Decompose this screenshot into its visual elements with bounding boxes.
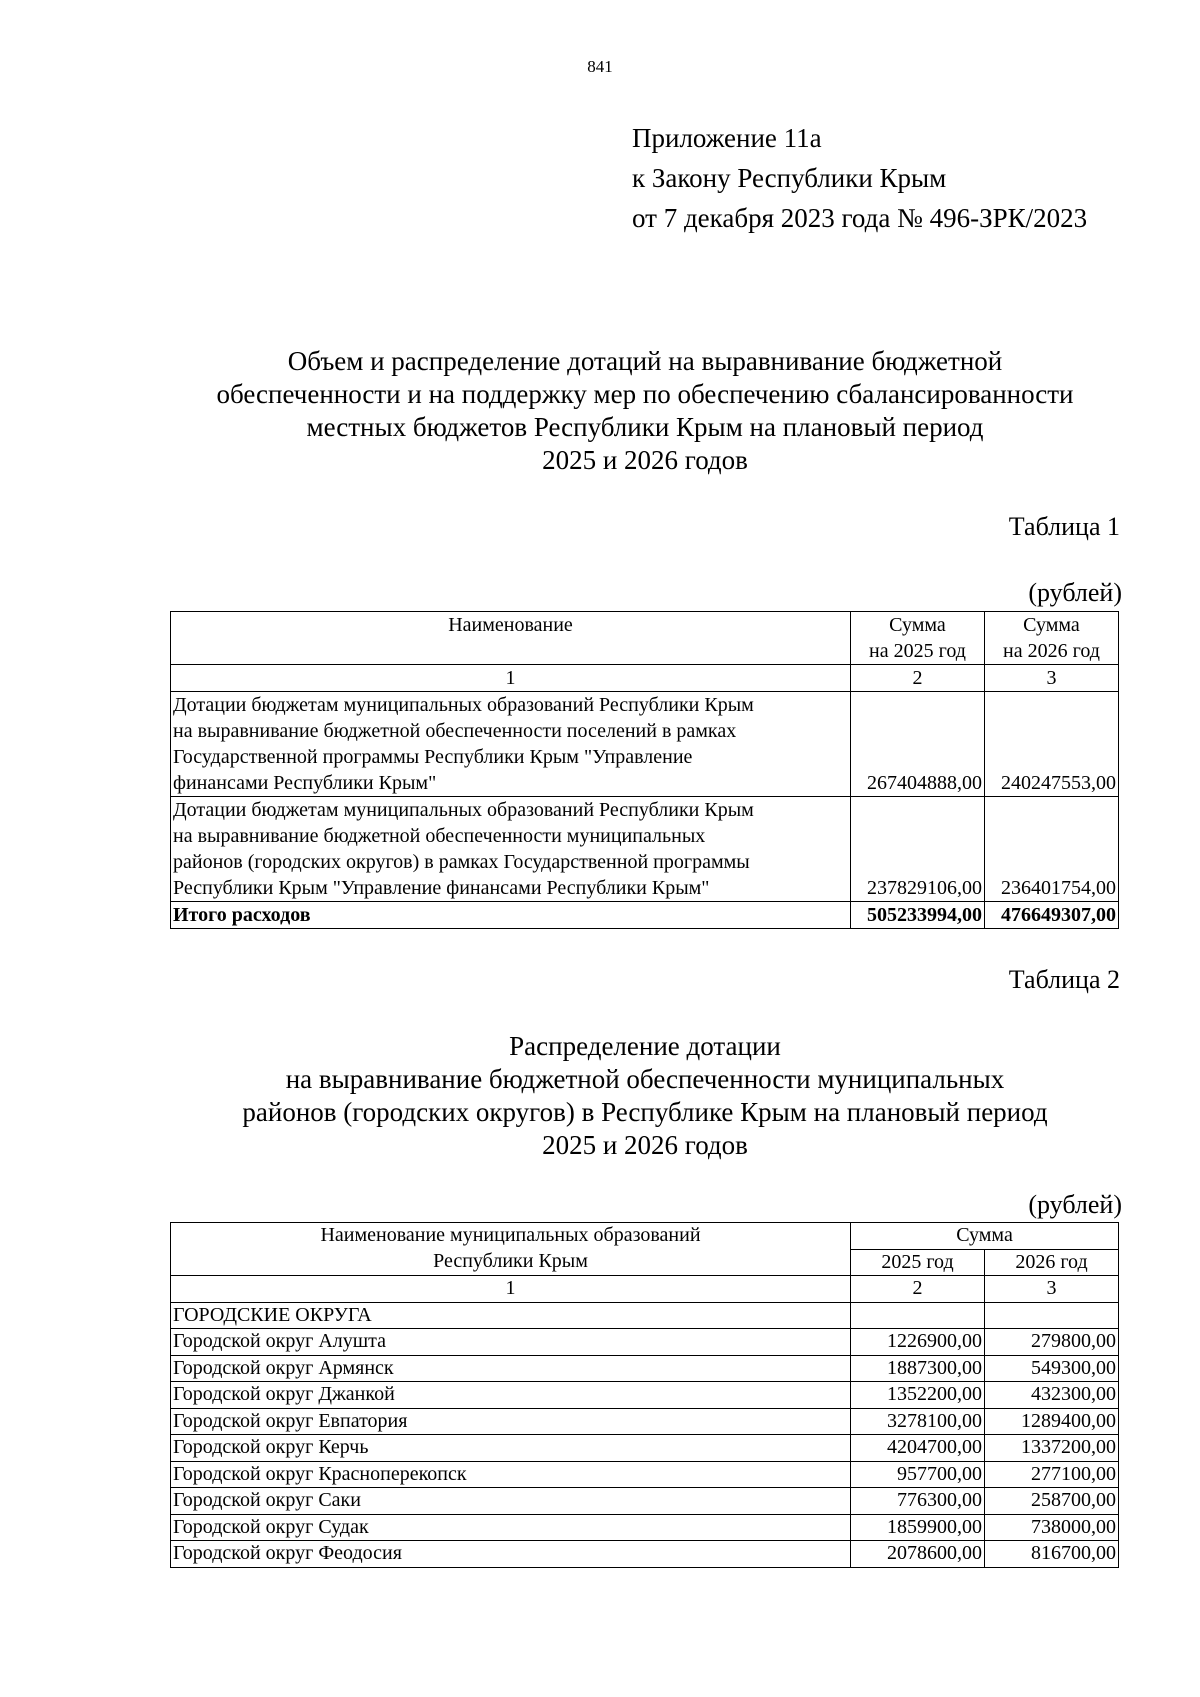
table2-header-sum: Сумма [851,1223,1119,1250]
table1-total-row [171,902,1119,929]
total-2025: 505233994,00 [851,902,985,929]
value-2025: 237829106,00 [851,797,985,902]
appendix-line-2: к Закону Республики Крым [632,163,947,193]
value-2026: 432300,00 [985,1382,1119,1409]
value-2026: 277100,00 [985,1461,1119,1488]
value-2025: 1226900,00 [851,1329,985,1356]
table2-title-line-3: районов (городских округов) в Республике Крым на плановый период [242,1097,1048,1127]
column-number: 3 [985,665,1119,692]
table1-header-2025: Сумма на 2025 год [851,612,985,665]
column-number: 3 [985,1276,1119,1303]
row-name: Городской округ Джанкой [171,1382,851,1409]
total-2026: 476649307,00 [985,902,1119,929]
table-row [171,1488,1119,1515]
column-number: 2 [851,1276,985,1303]
value-2025: 3278100,00 [851,1408,985,1435]
table-row [171,797,1119,902]
row-name: Городской округ Алушта [171,1329,851,1356]
value-2025: 2078600,00 [851,1541,985,1568]
value-2026: 279800,00 [985,1329,1119,1356]
value-2026: 549300,00 [985,1355,1119,1382]
value-2026: 236401754,00 [985,797,1119,902]
value-2026: 1337200,00 [985,1435,1119,1462]
table1-header-row [171,612,1119,665]
table1 [170,611,1119,929]
title-line-4: 2025 и 2026 годов [542,445,748,475]
row-name: Городской округ Саки [171,1488,851,1515]
table-row [171,692,1119,797]
appendix-line-1: Приложение 11а [632,123,822,153]
value-2025: 4204700,00 [851,1435,985,1462]
table2-title-line-4: 2025 и 2026 годов [542,1130,748,1160]
table-row [171,1541,1119,1568]
page-number: 841 [587,57,613,76]
document-title [120,345,1170,477]
table1-label: Таблица 1 [1008,512,1120,541]
column-number: 2 [851,665,985,692]
value-2026: 240247553,00 [985,692,1119,797]
appendix-line-3: от 7 декабря 2023 года № 496-ЗРК/2023 [632,203,1088,233]
table2-header-2026: 2026 год [985,1249,1119,1276]
table2-header-row [171,1223,1119,1250]
row-name: Городской округ Феодосия [171,1541,851,1568]
value-2025: 1887300,00 [851,1355,985,1382]
table2-section-row [171,1302,1119,1329]
table1-column-numbers [171,665,1119,692]
value-2025: 267404888,00 [851,692,985,797]
value-2026: 738000,00 [985,1514,1119,1541]
row-name: Дотации бюджетам муниципальных образований Республики Крым на выравнивание бюджетной обеспеченности муниципальных районов (городских округов) в рамках Государственной программы Республики Крым "Управление финансами Республики Крым" [171,797,851,902]
value-2026: 258700,00 [985,1488,1119,1515]
value-2026: 1289400,00 [985,1408,1119,1435]
total-label: Итого расходов [171,902,851,929]
table-row [171,1408,1119,1435]
row-name: Дотации бюджетам муниципальных образований Республики Крым на выравнивание бюджетной обеспеченности поселений в рамках Государственной программы Республики Крым "Управление финансами Республики Крым" [171,692,851,797]
table-row [171,1329,1119,1356]
value-2026: 816700,00 [985,1541,1119,1568]
table-row [171,1461,1119,1488]
table2-header-2025: 2025 год [851,1249,985,1276]
table1-header-2026: Сумма на 2026 год [985,612,1119,665]
column-number: 1 [171,665,851,692]
table1-header-name: Наименование [171,612,851,665]
table-row [171,1514,1119,1541]
table2-title-line-2: на выравнивание бюджетной обеспеченности муниципальных [285,1064,1005,1094]
table-row [171,1355,1119,1382]
row-name: Городской округ Красноперекопск [171,1461,851,1488]
title-line-2: обеспеченности и на поддержку мер по обеспечению сбалансированности [216,379,1074,409]
value-2025: 957700,00 [851,1461,985,1488]
table2-column-numbers [171,1276,1119,1303]
value-2025: 1352200,00 [851,1382,985,1409]
section-label: ГОРОДСКИЕ ОКРУГА [171,1302,851,1329]
table1-units: (рублей) [1028,578,1122,607]
title-line-1: Объем и распределение дотаций на выравнивание бюджетной [287,346,1003,376]
value-2025: 1859900,00 [851,1514,985,1541]
row-name: Городской округ Евпатория [171,1408,851,1435]
column-number: 1 [171,1276,851,1303]
table2 [170,1222,1119,1568]
table2-units: (рублей) [1028,1190,1122,1219]
row-name: Городской округ Армянск [171,1355,851,1382]
table2-title [120,1030,1170,1162]
row-name: Городской округ Керчь [171,1435,851,1462]
table-row [171,1382,1119,1409]
appendix-header [632,118,1087,238]
table2-label: Таблица 2 [1008,965,1120,994]
table-row [171,1435,1119,1462]
table2-header-name: Наименование муниципальных образований Республики Крым [171,1223,851,1276]
value-2025: 776300,00 [851,1488,985,1515]
table2-title-line-1: Распределение дотации [509,1031,781,1061]
title-line-3: местных бюджетов Республики Крым на плановый период [306,412,984,442]
row-name: Городской округ Судак [171,1514,851,1541]
